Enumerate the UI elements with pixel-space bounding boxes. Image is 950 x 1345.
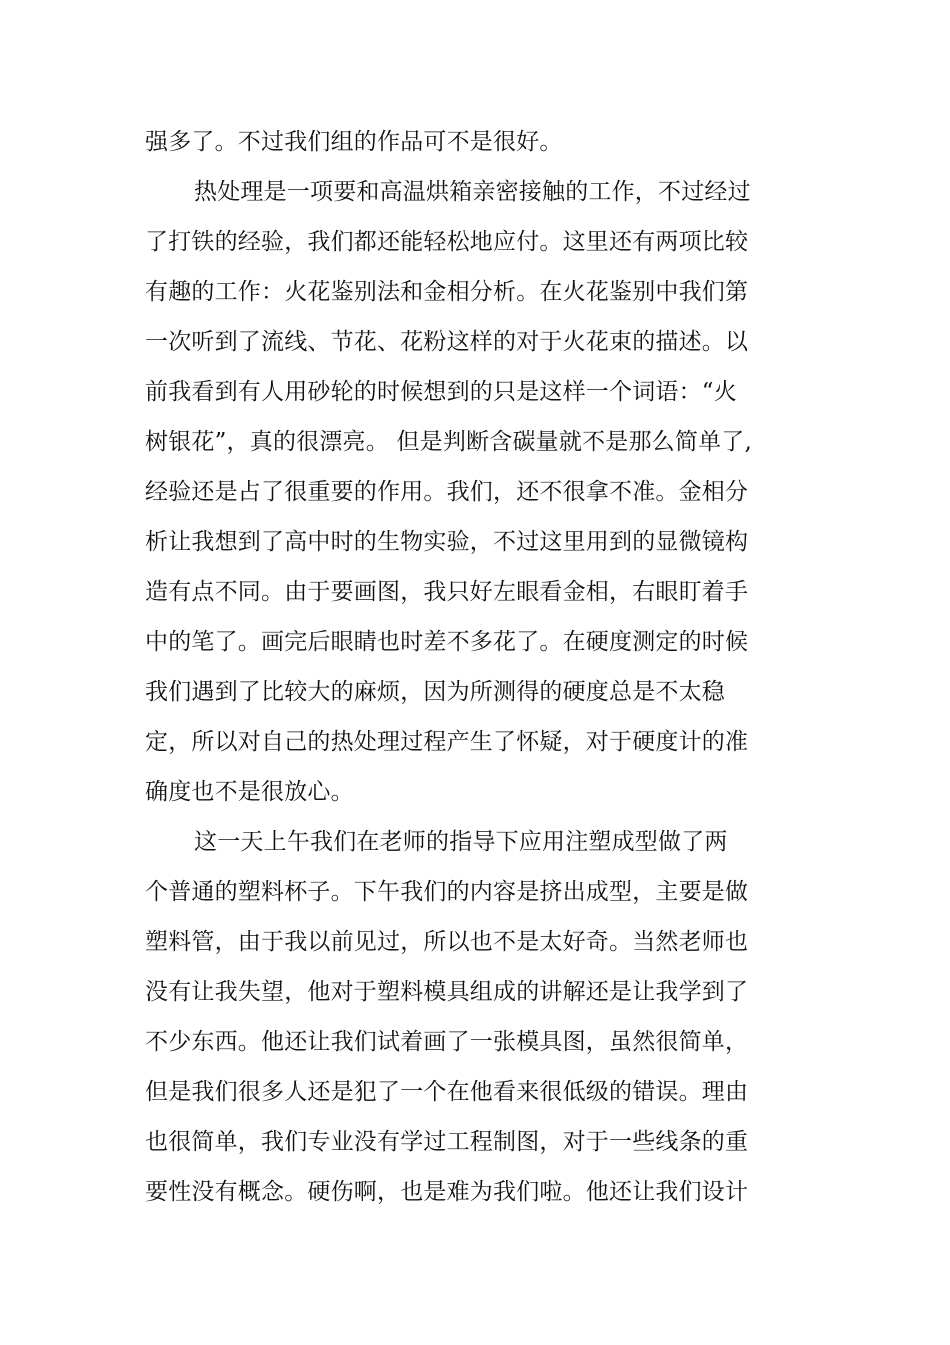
text-line: 强多了。不过我们组的作品可不是很好。 — [145, 129, 563, 155]
text-line: 有趣的工作：火花鉴别法和金相分析。在火花鉴别中我们第 — [145, 279, 749, 305]
text-line: 前我看到有人用砂轮的时候想到的只是这样一个词语：“火 — [145, 379, 737, 405]
text-line: 中的笔了。画完后眼睛也时差不多花了。在硬度测定的时候 — [145, 629, 749, 655]
text-line: 个普通的塑料杯子。下午我们的内容是挤出成型，主要是做 — [145, 879, 749, 905]
text-line: 我们遇到了比较大的麻烦，因为所测得的硬度总是不太稳 — [145, 679, 725, 705]
text-line: 造有点不同。由于要画图，我只好左眼看金相，右眼盯着手 — [145, 579, 749, 605]
text-line: 不少东西。他还让我们试着画了一张模具图，虽然很简单， — [145, 1029, 749, 1055]
text-line: 一次听到了流线、节花、花粉这样的对于火花束的描述。以 — [145, 329, 749, 355]
text-line: 树银花”，真的很漂亮。 但是判断含碳量就不是那么简单了, — [145, 429, 752, 455]
text-line: 经验还是占了很重要的作用。我们，还不很拿不准。金相分 — [145, 479, 749, 505]
text-line: 塑料管，由于我以前见过，所以也不是太好奇。当然老师也 — [145, 929, 749, 955]
text-line: 析让我想到了高中时的生物实验，不过这里用到的显微镜构 — [145, 529, 749, 555]
text-line: 确度也不是很放心。 — [145, 779, 354, 805]
text-line: 这一天上午我们在老师的指导下应用注塑成型做了两 — [194, 829, 728, 855]
text-line: 要性没有概念。硬伤啊，也是难为我们啦。他还让我们设计 — [145, 1179, 749, 1205]
text-line: 了打铁的经验，我们都还能轻松地应付。这里还有两项比较 — [145, 229, 749, 255]
text-line: 没有让我失望，他对于塑料模具组成的讲解还是让我学到了 — [145, 979, 749, 1005]
text-line: 热处理是一项要和高温烘箱亲密接触的工作，不过经过 — [194, 179, 751, 205]
text-line: 定，所以对自己的热处理过程产生了怀疑，对于硬度计的准 — [145, 729, 749, 755]
text-line: 但是我们很多人还是犯了一个在他看来很低级的错误。理由 — [145, 1079, 749, 1105]
text-line: 也很简单，我们专业没有学过工程制图，对于一些线条的重 — [145, 1129, 749, 1155]
